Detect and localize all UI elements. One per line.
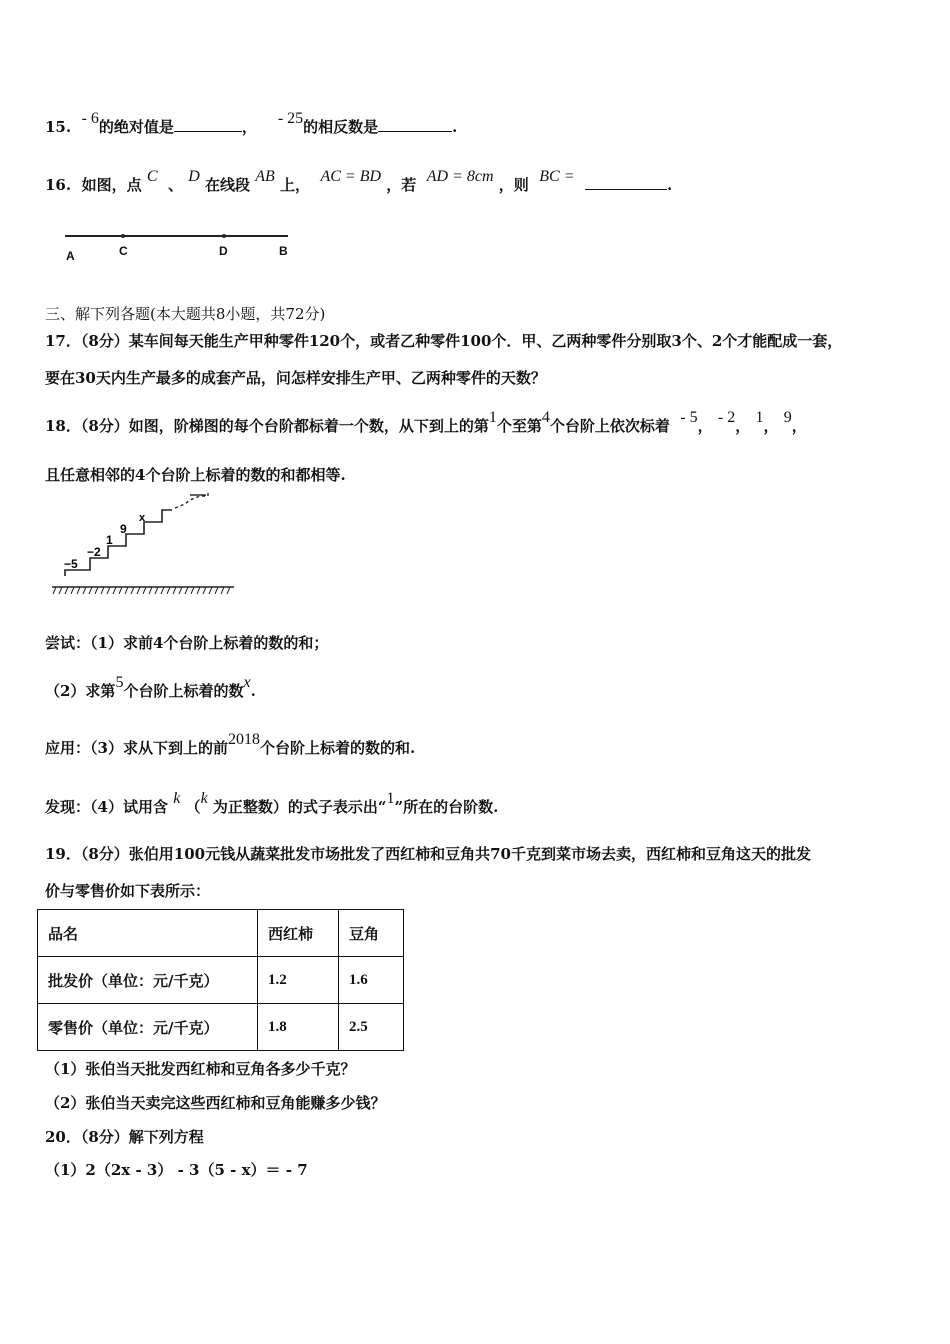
find-part-4: 发现：（4）试用含 k （k 为正整数）的式子表示出“1”所在的台阶数. — [45, 790, 499, 816]
point-label-a: A — [66, 249, 75, 263]
price-table — [37, 909, 404, 1051]
try-part-2: （2）求第5个台阶上标着的数x. — [45, 674, 256, 700]
question-15: 15. - 6的绝对值是 ， - 25的相反数是 . — [45, 110, 458, 136]
stair-label-2: −2 — [87, 545, 101, 559]
question-18-line2: 且任意相邻的4个台阶上标着的数的和都相等. — [45, 466, 346, 484]
table-cell: 2.5 — [339, 1004, 404, 1051]
point-d — [222, 234, 226, 238]
section-3-title: 三、解下列各题(本大题共8小题，共72分) — [45, 305, 326, 323]
point-c — [121, 234, 125, 238]
table-cell: 批发价（单位：元/千克） — [38, 957, 258, 1004]
question-17-line1: 17．（8分）某车间每天能生产甲种零件120个，或者乙种零件100个．甲、乙两种零件分别取3个、2个才能配成一套， — [45, 332, 843, 350]
q16-number: 16. — [45, 176, 72, 194]
answer-blank[interactable] — [174, 117, 242, 132]
answer-blank[interactable] — [585, 175, 667, 190]
stair-steps — [65, 510, 172, 576]
question-19-part2: （2）张伯当天卖完这些西红柿和豆角能赚多少钱？ — [45, 1094, 386, 1112]
table-cell: 1.2 — [258, 957, 339, 1004]
question-17-line2: 要在30天内生产最多的成套产品，问怎样安排生产甲、乙两种零件的天数？ — [45, 369, 546, 387]
question-18-line1: 18．（8分）如图，阶梯图的每个台阶都标着一个数，从下到上的第1个至第4个台阶上依次标着 - 5， - 2， 1， 9， — [45, 409, 807, 435]
q15-number: 15. — [45, 118, 72, 136]
stair-label-3: 1 — [106, 533, 113, 547]
q15-math-neg25: - 25 — [277, 110, 304, 127]
staircase-figure — [50, 490, 240, 598]
stair-label-1: −5 — [64, 557, 78, 571]
table-row — [38, 1004, 404, 1051]
table-header-row — [38, 910, 404, 957]
segment-figure — [60, 228, 300, 268]
table-header-cell: 品名 — [38, 910, 258, 957]
question-19-line1: 19．（8分）张伯用100元钱从蔬菜批发市场批发了西红柿和豆角共70千克到菜市场去卖，西红柿和豆角这天的批发 — [45, 845, 812, 863]
table-cell: 1.6 — [339, 957, 404, 1004]
table-cell: 零售价（单位：元/千克） — [38, 1004, 258, 1051]
point-label-b: B — [279, 244, 288, 258]
stair-label-4: 9 — [120, 522, 127, 536]
ground-hatching — [53, 587, 230, 594]
table-header-cell: 豆角 — [339, 910, 404, 957]
stair-label-5: x — [139, 512, 146, 524]
point-label-d: D — [219, 244, 228, 258]
question-19-part1: （1）张伯当天批发西红柿和豆角各多少千克？ — [45, 1060, 356, 1078]
q15-math-neg6: - 6 — [81, 110, 99, 127]
point-label-c: C — [119, 244, 128, 258]
question-20-title: 20．（8分）解下列方程 — [45, 1128, 204, 1146]
table-row — [38, 957, 404, 1004]
apply-part-3: 应用：（3）求从下到上的前2018个台阶上标着的数的和. — [45, 731, 416, 757]
answer-blank[interactable] — [378, 117, 452, 132]
table-header-cell: 西红柿 — [258, 910, 339, 957]
question-16: 16. 如图，点 C 、 D 在线段 AB 上， AC = BD ，若 AD = 8cm ，则 BC = . — [45, 168, 673, 194]
question-20-part1: （1）2（2x - 3） - 3（5 - x）＝ - 7 — [45, 1161, 308, 1179]
try-part-1: 尝试：（1）求前4个台阶上标着的数的和； — [45, 634, 329, 652]
table-cell: 1.8 — [258, 1004, 339, 1051]
question-19-line2: 价与零售价如下表所示： — [45, 882, 211, 900]
